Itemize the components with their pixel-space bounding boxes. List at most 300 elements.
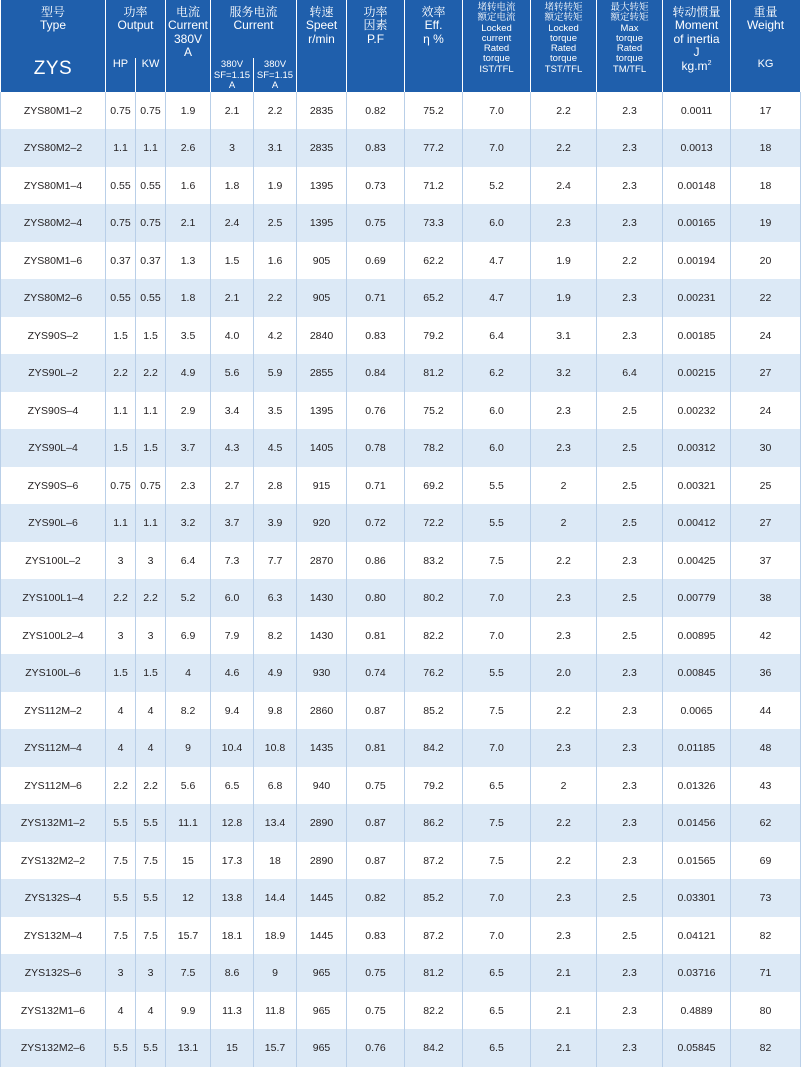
table-row: [1, 992, 801, 1030]
cell-service-current-2: 14.4: [254, 879, 297, 917]
cell-hp: 0.75: [106, 92, 136, 130]
cell-service-current-2: 18.9: [254, 917, 297, 955]
cell-current: 6.4: [166, 542, 211, 580]
cell-service-current-1: 7.3: [211, 542, 254, 580]
cell-max-torque: 2.3: [597, 92, 663, 130]
cell-efficiency: 75.2: [405, 92, 463, 130]
cell-locked-torque: 2.2: [531, 129, 597, 167]
cell-max-torque: 2.5: [597, 429, 663, 467]
table-row: [1, 804, 801, 842]
cell-model: ZYS80M1–4: [1, 167, 106, 205]
cell-current: 1.9: [166, 92, 211, 130]
table-row: [1, 242, 801, 280]
cell-inertia: 0.01185: [663, 729, 731, 767]
table-row: [1, 729, 801, 767]
cell-service-current-1: 10.4: [211, 729, 254, 767]
cell-model: ZYS132S–4: [1, 879, 106, 917]
cell-service-current-2: 1.6: [254, 242, 297, 280]
cell-max-torque: 2.3: [597, 167, 663, 205]
cell-service-current-1: 2.4: [211, 204, 254, 242]
cell-locked-current: 6.0: [463, 392, 531, 430]
cell-kw: 4: [136, 692, 166, 730]
cell-speed: 1435: [297, 729, 347, 767]
table-row: [1, 429, 801, 467]
cell-weight: 69: [731, 842, 801, 880]
cell-model: ZYS112M–2: [1, 692, 106, 730]
cell-efficiency: 82.2: [405, 617, 463, 655]
header-power-factor: 功率 因素 P.F: [347, 0, 405, 92]
cell-service-current-1: 4.6: [211, 654, 254, 692]
cell-inertia: 0.0065: [663, 692, 731, 730]
cell-service-current-1: 6.5: [211, 767, 254, 805]
table-row: [1, 354, 801, 392]
cell-inertia: 0.00779: [663, 579, 731, 617]
cell-weight: 42: [731, 617, 801, 655]
cell-max-torque: 2.5: [597, 467, 663, 505]
cell-hp: 0.55: [106, 167, 136, 205]
cell-model: ZYS90L–2: [1, 354, 106, 392]
cell-service-current-2: 7.7: [254, 542, 297, 580]
cell-speed: 1395: [297, 167, 347, 205]
cell-max-torque: 6.4: [597, 354, 663, 392]
cell-max-torque: 2.3: [597, 804, 663, 842]
cell-service-current-1: 4.0: [211, 317, 254, 355]
cell-power-factor: 0.75: [347, 954, 405, 992]
cell-weight: 36: [731, 654, 801, 692]
cell-locked-torque: 2.3: [531, 392, 597, 430]
cell-max-torque: 2.3: [597, 842, 663, 880]
cell-current: 1.6: [166, 167, 211, 205]
cell-kw: 4: [136, 992, 166, 1030]
header-service-current-sub2: 380V SF=1.15 A: [254, 58, 297, 92]
cell-locked-torque: 1.9: [531, 279, 597, 317]
cell-kw: 1.5: [136, 429, 166, 467]
cell-kw: 5.5: [136, 804, 166, 842]
header-type: 型号 Type: [1, 0, 106, 58]
cell-kw: 0.75: [136, 467, 166, 505]
cell-max-torque: 2.5: [597, 392, 663, 430]
cell-inertia: 0.04121: [663, 917, 731, 955]
cell-model: ZYS90S–4: [1, 392, 106, 430]
cell-service-current-2: 2.2: [254, 92, 297, 130]
cell-locked-torque: 2.2: [531, 92, 597, 130]
cell-service-current-2: 18: [254, 842, 297, 880]
cell-speed: 905: [297, 279, 347, 317]
cell-speed: 965: [297, 954, 347, 992]
cell-locked-current: 7.5: [463, 542, 531, 580]
cell-efficiency: 86.2: [405, 804, 463, 842]
table-row: [1, 917, 801, 955]
cell-power-factor: 0.71: [347, 467, 405, 505]
cell-locked-current: 6.0: [463, 429, 531, 467]
table-row: [1, 542, 801, 580]
cell-power-factor: 0.84: [347, 354, 405, 392]
cell-service-current-1: 4.3: [211, 429, 254, 467]
cell-efficiency: 73.3: [405, 204, 463, 242]
cell-service-current-2: 2.5: [254, 204, 297, 242]
cell-kw: 5.5: [136, 1029, 166, 1067]
header-weight: 重量 Weight: [731, 0, 801, 58]
header-service-current: 服务电流 Current: [211, 0, 297, 58]
cell-locked-current: 4.7: [463, 242, 531, 280]
table-row: [1, 92, 801, 130]
cell-inertia: 0.00895: [663, 617, 731, 655]
cell-locked-current: 7.0: [463, 617, 531, 655]
cell-kw: 2.2: [136, 767, 166, 805]
cell-speed: 2860: [297, 692, 347, 730]
cell-locked-current: 7.0: [463, 879, 531, 917]
cell-speed: 2890: [297, 842, 347, 880]
table-row: [1, 879, 801, 917]
cell-model: ZYS132M–4: [1, 917, 106, 955]
cell-inertia: 0.01456: [663, 804, 731, 842]
cell-service-current-2: 6.3: [254, 579, 297, 617]
cell-speed: 920: [297, 504, 347, 542]
cell-current: 9: [166, 729, 211, 767]
cell-inertia: 0.00412: [663, 504, 731, 542]
cell-model: ZYS100L1–4: [1, 579, 106, 617]
cell-hp: 2.2: [106, 354, 136, 392]
table-row: [1, 504, 801, 542]
cell-weight: 62: [731, 804, 801, 842]
cell-locked-torque: 2.2: [531, 692, 597, 730]
cell-max-torque: 2.3: [597, 654, 663, 692]
cell-speed: 2840: [297, 317, 347, 355]
cell-locked-torque: 1.9: [531, 242, 597, 280]
cell-max-torque: 2.2: [597, 242, 663, 280]
cell-kw: 0.55: [136, 279, 166, 317]
cell-kw: 2.2: [136, 579, 166, 617]
cell-kw: 7.5: [136, 917, 166, 955]
cell-inertia: 0.01326: [663, 767, 731, 805]
cell-inertia: 0.00215: [663, 354, 731, 392]
cell-service-current-1: 12.8: [211, 804, 254, 842]
cell-power-factor: 0.76: [347, 1029, 405, 1067]
cell-efficiency: 77.2: [405, 129, 463, 167]
cell-locked-current: 7.5: [463, 804, 531, 842]
cell-weight: 30: [731, 429, 801, 467]
cell-service-current-1: 7.9: [211, 617, 254, 655]
cell-max-torque: 2.3: [597, 204, 663, 242]
table-row: [1, 167, 801, 205]
cell-efficiency: 72.2: [405, 504, 463, 542]
cell-inertia: 0.00321: [663, 467, 731, 505]
cell-power-factor: 0.78: [347, 429, 405, 467]
cell-kw: 0.55: [136, 167, 166, 205]
cell-max-torque: 2.3: [597, 1029, 663, 1067]
cell-locked-torque: 2.3: [531, 917, 597, 955]
cell-max-torque: 2.3: [597, 954, 663, 992]
cell-max-torque: 2.3: [597, 129, 663, 167]
cell-speed: 1395: [297, 204, 347, 242]
cell-power-factor: 0.83: [347, 129, 405, 167]
cell-service-current-2: 9.8: [254, 692, 297, 730]
cell-power-factor: 0.69: [347, 242, 405, 280]
cell-inertia: 0.01565: [663, 842, 731, 880]
cell-power-factor: 0.83: [347, 317, 405, 355]
cell-model: ZYS100L–6: [1, 654, 106, 692]
cell-speed: 1395: [297, 392, 347, 430]
cell-service-current-2: 4.9: [254, 654, 297, 692]
cell-hp: 5.5: [106, 879, 136, 917]
cell-power-factor: 0.80: [347, 579, 405, 617]
cell-weight: 71: [731, 954, 801, 992]
cell-inertia: 0.00165: [663, 204, 731, 242]
cell-service-current-1: 2.7: [211, 467, 254, 505]
cell-weight: 18: [731, 129, 801, 167]
cell-power-factor: 0.87: [347, 804, 405, 842]
cell-weight: 22: [731, 279, 801, 317]
cell-weight: 73: [731, 879, 801, 917]
series-label: ZYS: [1, 58, 106, 92]
cell-service-current-1: 18.1: [211, 917, 254, 955]
cell-weight: 27: [731, 504, 801, 542]
table-row: [1, 467, 801, 505]
cell-locked-current: 7.0: [463, 92, 531, 130]
cell-efficiency: 82.2: [405, 992, 463, 1030]
cell-service-current-1: 3: [211, 129, 254, 167]
cell-model: ZYS80M1–2: [1, 92, 106, 130]
cell-efficiency: 79.2: [405, 317, 463, 355]
table-row: [1, 692, 801, 730]
cell-speed: 940: [297, 767, 347, 805]
cell-current: 7.5: [166, 954, 211, 992]
cell-inertia: 0.05845: [663, 1029, 731, 1067]
cell-kw: 1.1: [136, 392, 166, 430]
header-service-current-sub1: 380V SF=1.15 A: [211, 58, 254, 92]
cell-model: ZYS90S–2: [1, 317, 106, 355]
cell-locked-torque: 2.3: [531, 204, 597, 242]
cell-current: 5.6: [166, 767, 211, 805]
cell-hp: 0.55: [106, 279, 136, 317]
cell-hp: 1.1: [106, 504, 136, 542]
cell-efficiency: 71.2: [405, 167, 463, 205]
cell-power-factor: 0.86: [347, 542, 405, 580]
cell-service-current-2: 10.8: [254, 729, 297, 767]
cell-current: 15: [166, 842, 211, 880]
cell-weight: 44: [731, 692, 801, 730]
cell-weight: 37: [731, 542, 801, 580]
table-row: [1, 317, 801, 355]
table-row: [1, 392, 801, 430]
cell-power-factor: 0.74: [347, 654, 405, 692]
cell-power-factor: 0.75: [347, 992, 405, 1030]
cell-locked-torque: 2.2: [531, 542, 597, 580]
header-efficiency: 效率 Eff. η %: [405, 0, 463, 92]
table-row: [1, 1029, 801, 1067]
cell-locked-current: 6.5: [463, 954, 531, 992]
cell-speed: 2835: [297, 129, 347, 167]
cell-weight: 82: [731, 917, 801, 955]
cell-hp: 7.5: [106, 917, 136, 955]
cell-current: 2.9: [166, 392, 211, 430]
cell-service-current-2: 15.7: [254, 1029, 297, 1067]
cell-power-factor: 0.87: [347, 842, 405, 880]
cell-inertia: 0.00425: [663, 542, 731, 580]
cell-weight: 38: [731, 579, 801, 617]
cell-efficiency: 75.2: [405, 392, 463, 430]
cell-efficiency: 83.2: [405, 542, 463, 580]
header-weight-unit: KG: [731, 58, 801, 92]
cell-hp: 1.5: [106, 654, 136, 692]
cell-speed: 2835: [297, 92, 347, 130]
cell-locked-torque: 2.1: [531, 992, 597, 1030]
cell-speed: 1430: [297, 617, 347, 655]
cell-efficiency: 85.2: [405, 692, 463, 730]
cell-weight: 82: [731, 1029, 801, 1067]
cell-model: ZYS100L2–4: [1, 617, 106, 655]
cell-efficiency: 78.2: [405, 429, 463, 467]
cell-weight: 19: [731, 204, 801, 242]
cell-current: 11.1: [166, 804, 211, 842]
cell-inertia: 0.4889: [663, 992, 731, 1030]
cell-power-factor: 0.75: [347, 767, 405, 805]
cell-max-torque: 2.3: [597, 729, 663, 767]
cell-current: 8.2: [166, 692, 211, 730]
cell-model: ZYS132M1–2: [1, 804, 106, 842]
cell-service-current-2: 6.8: [254, 767, 297, 805]
cell-service-current-2: 2.8: [254, 467, 297, 505]
cell-efficiency: 84.2: [405, 1029, 463, 1067]
cell-speed: 1405: [297, 429, 347, 467]
cell-model: ZYS132M2–2: [1, 842, 106, 880]
cell-model: ZYS132M2–6: [1, 1029, 106, 1067]
cell-locked-torque: 2.2: [531, 804, 597, 842]
cell-efficiency: 76.2: [405, 654, 463, 692]
cell-speed: 965: [297, 1029, 347, 1067]
cell-weight: 18: [731, 167, 801, 205]
header-hp: HP: [106, 58, 136, 92]
cell-kw: 3: [136, 954, 166, 992]
cell-current: 3.2: [166, 504, 211, 542]
cell-locked-torque: 2.0: [531, 654, 597, 692]
table-row: [1, 204, 801, 242]
cell-current: 1.8: [166, 279, 211, 317]
cell-hp: 2.2: [106, 767, 136, 805]
cell-locked-torque: 2: [531, 504, 597, 542]
cell-kw: 4: [136, 729, 166, 767]
header-max-torque: 最大转矩 额定转矩 Max torque Rated torque TM/TFL: [597, 0, 663, 92]
cell-power-factor: 0.82: [347, 92, 405, 130]
cell-kw: 7.5: [136, 842, 166, 880]
cell-speed: 1445: [297, 879, 347, 917]
cell-weight: 43: [731, 767, 801, 805]
cell-service-current-2: 4.2: [254, 317, 297, 355]
header-speed: 转速 Speet r/min: [297, 0, 347, 92]
cell-model: ZYS132M1–6: [1, 992, 106, 1030]
cell-power-factor: 0.81: [347, 729, 405, 767]
cell-hp: 0.75: [106, 467, 136, 505]
cell-service-current-1: 13.8: [211, 879, 254, 917]
cell-efficiency: 84.2: [405, 729, 463, 767]
cell-current: 9.9: [166, 992, 211, 1030]
cell-speed: 1430: [297, 579, 347, 617]
cell-kw: 1.5: [136, 317, 166, 355]
cell-service-current-1: 8.6: [211, 954, 254, 992]
cell-model: ZYS112M–4: [1, 729, 106, 767]
cell-inertia: 0.00232: [663, 392, 731, 430]
cell-power-factor: 0.75: [347, 204, 405, 242]
cell-kw: 1.1: [136, 129, 166, 167]
cell-kw: 0.75: [136, 92, 166, 130]
cell-hp: 2.2: [106, 579, 136, 617]
cell-locked-current: 7.0: [463, 729, 531, 767]
cell-speed: 1445: [297, 917, 347, 955]
cell-power-factor: 0.81: [347, 617, 405, 655]
cell-inertia: 0.00185: [663, 317, 731, 355]
cell-current: 15.7: [166, 917, 211, 955]
cell-service-current-2: 9: [254, 954, 297, 992]
header-output: 功率 Output: [106, 0, 166, 58]
cell-model: ZYS80M1–6: [1, 242, 106, 280]
cell-model: ZYS90L–4: [1, 429, 106, 467]
cell-service-current-2: 2.2: [254, 279, 297, 317]
cell-efficiency: 79.2: [405, 767, 463, 805]
cell-service-current-2: 13.4: [254, 804, 297, 842]
cell-locked-torque: 2.1: [531, 1029, 597, 1067]
cell-kw: 5.5: [136, 879, 166, 917]
cell-locked-current: 7.0: [463, 917, 531, 955]
table-header: [1, 0, 801, 92]
cell-inertia: 0.00148: [663, 167, 731, 205]
cell-power-factor: 0.83: [347, 917, 405, 955]
cell-kw: 0.75: [136, 204, 166, 242]
cell-weight: 80: [731, 992, 801, 1030]
cell-service-current-2: 11.8: [254, 992, 297, 1030]
cell-locked-torque: 2: [531, 767, 597, 805]
table-row: [1, 954, 801, 992]
cell-kw: 1.5: [136, 654, 166, 692]
cell-inertia: 0.00231: [663, 279, 731, 317]
cell-max-torque: 2.5: [597, 879, 663, 917]
cell-hp: 4: [106, 692, 136, 730]
cell-service-current-1: 17.3: [211, 842, 254, 880]
cell-service-current-1: 15: [211, 1029, 254, 1067]
cell-speed: 905: [297, 242, 347, 280]
cell-model: ZYS112M–6: [1, 767, 106, 805]
cell-current: 1.3: [166, 242, 211, 280]
cell-current: 12: [166, 879, 211, 917]
cell-locked-torque: 2.3: [531, 579, 597, 617]
cell-hp: 4: [106, 992, 136, 1030]
cell-current: 6.9: [166, 617, 211, 655]
cell-kw: 0.37: [136, 242, 166, 280]
cell-hp: 0.75: [106, 204, 136, 242]
cell-max-torque: 2.5: [597, 579, 663, 617]
cell-service-current-1: 2.1: [211, 92, 254, 130]
cell-locked-current: 6.5: [463, 767, 531, 805]
cell-service-current-2: 5.9: [254, 354, 297, 392]
cell-weight: 20: [731, 242, 801, 280]
cell-locked-current: 4.7: [463, 279, 531, 317]
cell-speed: 2855: [297, 354, 347, 392]
cell-max-torque: 2.3: [597, 317, 663, 355]
cell-locked-current: 5.2: [463, 167, 531, 205]
cell-speed: 930: [297, 654, 347, 692]
cell-kw: 3: [136, 617, 166, 655]
cell-kw: 3: [136, 542, 166, 580]
cell-service-current-2: 8.2: [254, 617, 297, 655]
cell-power-factor: 0.71: [347, 279, 405, 317]
cell-locked-current: 5.5: [463, 504, 531, 542]
header-current: 电流 Current 380V A: [166, 0, 211, 92]
cell-efficiency: 85.2: [405, 879, 463, 917]
cell-locked-torque: 2.3: [531, 879, 597, 917]
cell-weight: 27: [731, 354, 801, 392]
cell-locked-torque: 2.3: [531, 729, 597, 767]
cell-model: ZYS132S–6: [1, 954, 106, 992]
cell-model: ZYS90S–6: [1, 467, 106, 505]
